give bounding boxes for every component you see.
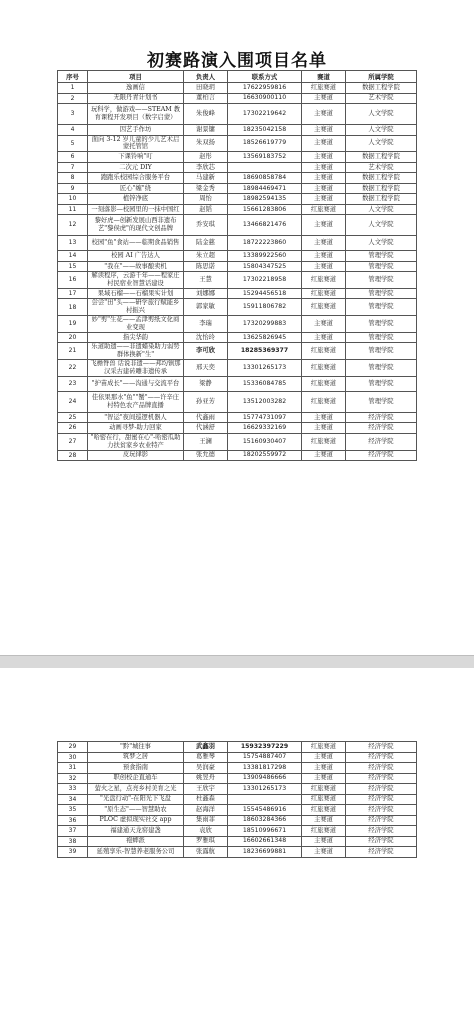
cell-college: 数据工程学院: [346, 194, 417, 205]
cell-project: 动画寻梦-助力回家: [88, 423, 184, 434]
cell-college: 经济学院: [346, 433, 417, 450]
cell-track: 主赛道: [302, 236, 346, 251]
cell-phone: 16602661348: [228, 836, 302, 847]
cell-phone: 15932397229: [228, 742, 302, 753]
cell-college: 经济学院: [346, 742, 417, 753]
table-row: [58, 104, 417, 125]
cell-leader: 张露航: [184, 847, 228, 858]
cell-no: 27: [58, 433, 88, 450]
cell-college: 艺术学院: [346, 162, 417, 173]
cell-project: 黎好虎—创新发展山西非遗布艺"黎侯虎"的现代文创品牌: [88, 215, 184, 236]
cell-track: 主赛道: [302, 162, 346, 173]
cell-college: 经济学院: [346, 836, 417, 847]
cell-leader: 代鑫雨: [184, 412, 228, 423]
cell-project: 面向 3-12 岁儿童的少儿艺术启蒙托管馆: [88, 135, 184, 152]
cell-track: 主赛道: [302, 423, 346, 434]
cell-track: 主赛道: [302, 93, 346, 104]
cell-track: 红旅赛道: [302, 376, 346, 391]
table-row: [58, 391, 417, 412]
cell-phone: 15754887407: [228, 752, 302, 763]
cell-leader: 李瑞: [184, 316, 228, 333]
cell-no: 3: [58, 104, 88, 125]
cell-college: 经济学院: [346, 773, 417, 784]
cell-no: 7: [58, 162, 88, 173]
cell-college: 人文学院: [346, 204, 417, 215]
cell-phone: 13909486666: [228, 773, 302, 784]
cell-no: 16: [58, 272, 88, 289]
cell-college: 经济学院: [346, 847, 417, 858]
page-separator: [0, 655, 474, 669]
cell-leader: 陆金慈: [184, 236, 228, 251]
cell-project: 乐道助遗——非遗蜡染助力弱势群体换新"生": [88, 343, 184, 360]
table-row: [58, 173, 417, 184]
cell-college: 人文学院: [346, 135, 417, 152]
cell-no: 1: [58, 83, 88, 94]
cell-leader: 孙亚芳: [184, 391, 228, 412]
cell-leader: 郭家敏: [184, 299, 228, 316]
cell-no: 35: [58, 805, 88, 816]
cell-leader: 李欣芯: [184, 162, 228, 173]
cell-no: 34: [58, 794, 88, 805]
cell-no: 9: [58, 183, 88, 194]
table-row: [58, 261, 417, 272]
cell-no: 29: [58, 742, 88, 753]
cell-project: 因艺手作坊: [88, 125, 184, 136]
table-row: [58, 815, 417, 826]
project-table: [57, 70, 417, 461]
cell-leader: 朱俊峰: [184, 104, 228, 125]
cell-phone: 13301265173: [228, 784, 302, 795]
table-row: [58, 316, 417, 333]
cell-college: 经济学院: [346, 423, 417, 434]
cell-no: 28: [58, 450, 88, 461]
cell-project: 匠心"缠"绕: [88, 183, 184, 194]
cell-leader: 田晓玥: [184, 83, 228, 94]
cell-phone: 13569183752: [228, 152, 302, 163]
cell-track: 主赛道: [302, 183, 346, 194]
header-project: 项目: [88, 71, 184, 83]
cell-leader: 杜鑫森: [184, 794, 228, 805]
cell-phone: 15804347525: [228, 261, 302, 272]
cell-college: 数据工程学院: [346, 173, 417, 184]
cell-project: 延殖享乐-智慧养老服务公司: [88, 847, 184, 858]
cell-no: 21: [58, 343, 88, 360]
cell-college: 艺术学院: [346, 93, 417, 104]
cell-phone: 15294456518: [228, 288, 302, 299]
table-row: [58, 93, 417, 104]
table-row: [58, 423, 417, 434]
table-row: [58, 847, 417, 858]
table-row: [58, 204, 417, 215]
cell-track: 红旅赛道: [302, 288, 346, 299]
cell-project: 逸画信: [88, 83, 184, 94]
table-row: [58, 360, 417, 377]
cell-college: 经济学院: [346, 794, 417, 805]
cell-college: 人文学院: [346, 125, 417, 136]
cell-no: 39: [58, 847, 88, 858]
page-title: 初赛路演入围项目名单: [147, 51, 327, 71]
cell-phone: 18603284366: [228, 815, 302, 826]
header-leader: 负责人: [184, 71, 228, 83]
header-no: 序号: [58, 71, 88, 83]
cell-project: 二次元 DIY: [88, 162, 184, 173]
cell-no: 12: [58, 215, 88, 236]
cell-college: 人文学院: [346, 215, 417, 236]
header-college: 所属学院: [346, 71, 417, 83]
cell-phone: 17302218958: [228, 272, 302, 289]
table-row: [58, 794, 417, 805]
cell-college: 经济学院: [346, 763, 417, 774]
cell-college: 管理学院: [346, 261, 417, 272]
cell-phone: 16630900110: [228, 93, 302, 104]
cell-phone: 13512003282: [228, 391, 302, 412]
cell-no: 38: [58, 836, 88, 847]
cell-college: 管理学院: [346, 391, 417, 412]
cell-phone: 13625826945: [228, 332, 302, 343]
header-track: 赛道: [302, 71, 346, 83]
cell-phone: 18510996671: [228, 826, 302, 837]
cell-track: 红旅赛道: [302, 204, 346, 215]
cell-track: 主赛道: [302, 104, 346, 125]
table-row: [58, 805, 417, 816]
cell-leader: 王欣宇: [184, 784, 228, 795]
cell-project: 植锌净底: [88, 194, 184, 205]
cell-leader: 梁静: [184, 376, 228, 391]
cell-project: "我在"——故事酿卖机: [88, 261, 184, 272]
cell-college: 管理学院: [346, 332, 417, 343]
cell-project: 校园"鱼"食站——临期食品销售: [88, 236, 184, 251]
cell-track: 主赛道: [302, 215, 346, 236]
cell-project: 萤火之星，点亮乡村美育之光: [88, 784, 184, 795]
cell-no: 17: [58, 288, 88, 299]
cell-no: 15: [58, 261, 88, 272]
table-row: [58, 450, 417, 461]
cell-project: 一刻落影—校园里的一抹中国红: [88, 204, 184, 215]
cell-no: 2: [58, 93, 88, 104]
table-row: [58, 299, 417, 316]
cell-no: 26: [58, 423, 88, 434]
table-row: [58, 742, 417, 753]
cell-college: 经济学院: [346, 412, 417, 423]
cell-project: 果域石榴——石榴果实计划: [88, 288, 184, 299]
cell-college: 经济学院: [346, 815, 417, 826]
cell-leader: 张允德: [184, 450, 228, 461]
cell-no: 37: [58, 826, 88, 837]
cell-leader: 集雨菲: [184, 815, 228, 826]
cell-track: 主赛道: [302, 752, 346, 763]
cell-project: 佳依果那水"鱼""蟹"——许辛庄村特色农产品牌直播: [88, 391, 184, 412]
cell-college: 数据工程学院: [346, 183, 417, 194]
cell-project: "原生态"——智慧助农: [88, 805, 184, 816]
cell-college: 经济学院: [346, 805, 417, 816]
cell-track: 红旅赛道: [302, 742, 346, 753]
table-row: [58, 125, 417, 136]
cell-track: 主赛道: [302, 450, 346, 461]
cell-project: 下课铃响"叮: [88, 152, 184, 163]
table-row: [58, 236, 417, 251]
cell-track: 红旅赛道: [302, 391, 346, 412]
table-row: [58, 752, 417, 763]
cell-track: 红旅赛道: [302, 272, 346, 289]
project-table-continued: [57, 741, 417, 858]
cell-phone: 13381817298: [228, 763, 302, 774]
cell-track: 红旅赛道: [302, 360, 346, 377]
cell-track: 主赛道: [302, 332, 346, 343]
cell-no: 23: [58, 376, 88, 391]
cell-phone: 15545486916: [228, 805, 302, 816]
cell-track: 主赛道: [302, 412, 346, 423]
cell-project: "护苗成长"——沟通与交流平台: [88, 376, 184, 391]
cell-phone: 17302219642: [228, 104, 302, 125]
cell-phone: 15336084785: [228, 376, 302, 391]
cell-leader: 袁欣: [184, 826, 228, 837]
cell-leader: 谢景镛: [184, 125, 228, 136]
cell-leader: 代涵舒: [184, 423, 228, 434]
cell-project: "智运"夜间巡逻机器人: [88, 412, 184, 423]
table-row: [58, 773, 417, 784]
cell-no: 31: [58, 763, 88, 774]
cell-college: 人文学院: [346, 104, 417, 125]
table-row: [58, 836, 417, 847]
cell-college: 数据工程学院: [346, 83, 417, 94]
cell-no: 11: [58, 204, 88, 215]
cell-college: 管理学院: [346, 272, 417, 289]
cell-project: 跑跑乐校园综合服务平台: [88, 173, 184, 184]
table-row: [58, 826, 417, 837]
table-row: [58, 183, 417, 194]
table-row: [58, 763, 417, 774]
cell-no: 6: [58, 152, 88, 163]
table-header-row: [58, 71, 417, 83]
table-row: [58, 343, 417, 360]
cell-project: 袍蟀派: [88, 836, 184, 847]
cell-no: 4: [58, 125, 88, 136]
cell-leader: 武鑫羽: [184, 742, 228, 753]
cell-project: 皮玩律影: [88, 450, 184, 461]
cell-project: 职创校企直通车: [88, 773, 184, 784]
cell-college: 管理学院: [346, 376, 417, 391]
cell-track: 主赛道: [302, 251, 346, 262]
cell-project: 指尖华韵: [88, 332, 184, 343]
cell-phone: 15911806782: [228, 299, 302, 316]
cell-leader: 乔安琪: [184, 215, 228, 236]
cell-no: 18: [58, 299, 88, 316]
cell-no: 13: [58, 236, 88, 251]
cell-track: 红旅赛道: [302, 805, 346, 816]
cell-leader: 吴润豪: [184, 763, 228, 774]
table-row: [58, 332, 417, 343]
cell-college: 管理学院: [346, 316, 417, 333]
cell-leader: 朱双扬: [184, 135, 228, 152]
cell-track: 主赛道: [302, 152, 346, 163]
cell-phone: 18236699881: [228, 847, 302, 858]
cell-no: 33: [58, 784, 88, 795]
cell-leader: 姚昱舟: [184, 773, 228, 784]
cell-phone: 18690858784: [228, 173, 302, 184]
cell-track: 主赛道: [302, 815, 346, 826]
cell-leader: 梁金秀: [184, 183, 228, 194]
cell-phone: 15160930407: [228, 433, 302, 450]
cell-college: 管理学院: [346, 251, 417, 262]
cell-no: 24: [58, 391, 88, 412]
cell-leader: 葛雅琴: [184, 752, 228, 763]
cell-college: 管理学院: [346, 343, 417, 360]
cell-no: 25: [58, 412, 88, 423]
cell-leader: 赵彤: [184, 152, 228, 163]
cell-track: 红旅赛道: [302, 826, 346, 837]
table-row: [58, 162, 417, 173]
cell-project: "哈密在行，甜蜜在心"-哈密瓜助力扶贫家乡农业特产: [88, 433, 184, 450]
cell-no: 20: [58, 332, 88, 343]
table-row: [58, 83, 417, 94]
cell-college: 数据工程学院: [346, 152, 417, 163]
cell-college: 人文学院: [346, 236, 417, 251]
cell-track: 红旅赛道: [302, 784, 346, 795]
cell-track: 主赛道: [302, 836, 346, 847]
cell-college: 管理学院: [346, 360, 417, 377]
cell-project: "黔"城往事: [88, 742, 184, 753]
table-row: [58, 251, 417, 262]
cell-track: 红旅赛道: [302, 83, 346, 94]
cell-track: 主赛道: [302, 173, 346, 184]
cell-project: 福建通天龙窑建盏: [88, 826, 184, 837]
cell-leader: 王澜: [184, 433, 228, 450]
cell-project: 校园 AI 广告达人: [88, 251, 184, 262]
cell-track: 红旅赛道: [302, 794, 346, 805]
cell-phone: [228, 794, 302, 805]
cell-college: 经济学院: [346, 784, 417, 795]
cell-college: 经济学院: [346, 752, 417, 763]
cell-college: 经济学院: [346, 826, 417, 837]
table-row: [58, 152, 417, 163]
cell-phone: 15661283806: [228, 204, 302, 215]
cell-leader: 朱立超: [184, 251, 228, 262]
cell-leader: 李可欣: [184, 343, 228, 360]
table-row: [58, 433, 417, 450]
table-row: [58, 376, 417, 391]
cell-no: 8: [58, 173, 88, 184]
cell-leader: 周怡: [184, 194, 228, 205]
table-row: [58, 288, 417, 299]
header-phone: 联系方式: [228, 71, 302, 83]
cell-phone: 18526619779: [228, 135, 302, 152]
table-row: [58, 135, 417, 152]
cell-track: 主赛道: [302, 316, 346, 333]
cell-track: 红旅赛道: [302, 299, 346, 316]
cell-no: 14: [58, 251, 88, 262]
cell-leader: 赵海洋: [184, 805, 228, 816]
document-page-2: [0, 668, 474, 1017]
cell-track: 主赛道: [302, 763, 346, 774]
cell-leader: 刘娜娜: [184, 288, 228, 299]
cell-leader: 马建新: [184, 173, 228, 184]
cell-phone: 16629332169: [228, 423, 302, 434]
table-row: [58, 215, 417, 236]
cell-project: 筑梦之居: [88, 752, 184, 763]
cell-phone: 18285369377: [228, 343, 302, 360]
cell-leader: 邢天奕: [184, 360, 228, 377]
cell-track: 主赛道: [302, 125, 346, 136]
cell-track: 主赛道: [302, 135, 346, 152]
cell-project: 解读程序，云游千年——程家庄村民宿业智慧话建设: [88, 272, 184, 289]
cell-leader: 沈怡玲: [184, 332, 228, 343]
cell-phone: 13389922560: [228, 251, 302, 262]
cell-leader: 王慧: [184, 272, 228, 289]
cell-no: 22: [58, 360, 88, 377]
cell-phone: 18984469471: [228, 183, 302, 194]
cell-leader: 赵韬: [184, 204, 228, 215]
cell-track: 主赛道: [302, 194, 346, 205]
cell-track: 主赛道: [302, 261, 346, 272]
cell-project: 预食指南: [88, 763, 184, 774]
cell-no: 32: [58, 773, 88, 784]
cell-no: 30: [58, 752, 88, 763]
cell-track: 红旅赛道: [302, 433, 346, 450]
cell-college: 管理学院: [346, 299, 417, 316]
cell-phone: 18235042158: [228, 125, 302, 136]
cell-project: 无限丹青计划书: [88, 93, 184, 104]
cell-phone: [228, 162, 302, 173]
cell-phone: 18982594135: [228, 194, 302, 205]
cell-no: 19: [58, 316, 88, 333]
cell-phone: 13466821476: [228, 215, 302, 236]
cell-phone: 15774731097: [228, 412, 302, 423]
cell-project: 尝尝"田"头——研学旅行赋能乡村振兴: [88, 299, 184, 316]
cell-no: 5: [58, 135, 88, 152]
cell-track: 主赛道: [302, 773, 346, 784]
cell-leader: 罗雅琪: [184, 836, 228, 847]
cell-college: 经济学院: [346, 450, 417, 461]
table-row: [58, 412, 417, 423]
cell-college: 管理学院: [346, 288, 417, 299]
cell-phone: 17320299883: [228, 316, 302, 333]
cell-leader: 董柏言: [184, 93, 228, 104]
cell-phone: 17622959816: [228, 83, 302, 94]
cell-no: 10: [58, 194, 88, 205]
cell-project: 飞檐脊兽 话说非遗——邦均镇那汉采古建砖雕非遗传承: [88, 360, 184, 377]
cell-phone: 18202559972: [228, 450, 302, 461]
cell-project: 妙"剪"生花——孟津剪纸文化商业变现: [88, 316, 184, 333]
table-row: [58, 272, 417, 289]
cell-phone: 18722223860: [228, 236, 302, 251]
cell-project: PLOC 虚拟现实社交 app: [88, 815, 184, 826]
table-row: [58, 194, 417, 205]
cell-phone: 13301265173: [228, 360, 302, 377]
cell-track: 主赛道: [302, 847, 346, 858]
cell-track: 红旅赛道: [302, 343, 346, 360]
cell-leader: 陈思诺: [184, 261, 228, 272]
cell-no: 36: [58, 815, 88, 826]
table-row: [58, 784, 417, 795]
cell-project: 玩科学，做游戏——STEAM 教育课程开发项目（数字启蒙）: [88, 104, 184, 125]
cell-project: "光盘行动"-在阳光下飞盘: [88, 794, 184, 805]
